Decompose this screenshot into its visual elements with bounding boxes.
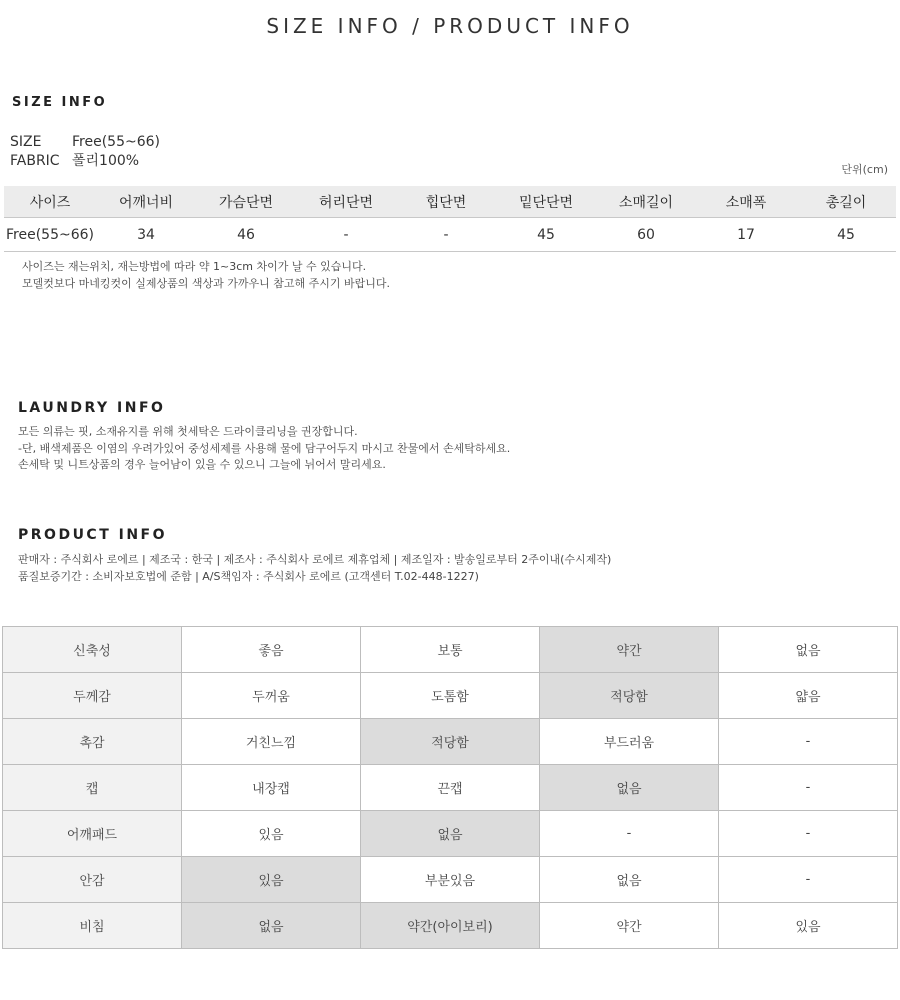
size-table-cell: 34 [96,218,196,252]
attribute-option-selected: 적당함 [540,673,719,719]
attribute-option: 있음 [719,903,898,949]
size-table-row [4,218,896,252]
size-table [4,186,896,252]
attribute-row [3,627,898,673]
attribute-option: 끈캡 [361,765,540,811]
size-table-header: 소매폭 [696,186,796,218]
attribute-row [3,673,898,719]
size-table-header-row [4,186,896,218]
size-notes [22,259,390,292]
laundry-notes [18,424,510,474]
fabric-value: 폴리100% [72,153,140,169]
attribute-option-selected: 없음 [361,811,540,857]
size-table-header: 어깨너비 [96,186,196,218]
attribute-option: 없음 [540,857,719,903]
attribute-option: 내장캡 [182,765,361,811]
product-info-heading: PRODUCT INFO [18,527,168,543]
attribute-option: - [719,719,898,765]
attribute-label: 신축성 [3,627,182,673]
attribute-option: 보통 [361,627,540,673]
product-note-line: 품질보증기간 : 소비자보호법에 준함 | A/S책임자 : 주식회사 로에르 (고객센터 T.02-448-1227) [18,569,479,583]
attribute-row [3,903,898,949]
attribute-row [3,811,898,857]
size-note-line: 모델컷보다 마네킹컷이 실제상품의 색상과 가까우니 참고해 주시기 바랍니다. [22,276,391,290]
attribute-option: 부분있음 [361,857,540,903]
size-table-cell: - [396,218,496,252]
attribute-option-selected: 없음 [540,765,719,811]
attribute-label: 캡 [3,765,182,811]
attribute-option: 있음 [182,811,361,857]
attribute-option-selected: 있음 [182,857,361,903]
size-label: SIZE [10,134,42,150]
size-table-cell: 17 [696,218,796,252]
attribute-option: 두꺼움 [182,673,361,719]
attribute-table-body [3,627,898,949]
product-note-line: 판매자 : 주식회사 로에르 | 제조국 : 한국 | 제조사 : 주식회사 로에르 제휴업체 | 제조일자 : 발송일로부터 2주이내(수시제작) [18,553,612,566]
size-table-header: 가슴단면 [196,186,296,218]
attribute-option: 부드러움 [540,719,719,765]
size-table-header: 힙단면 [396,186,496,218]
size-table-cell: - [296,218,396,252]
attribute-option: 거친느낌 [182,719,361,765]
spec-fabric-row [10,150,139,170]
laundry-info-heading: LAUNDRY INFO [18,400,166,416]
size-table-cell: 45 [796,218,896,252]
attribute-label: 어깨패드 [3,811,182,857]
attribute-row [3,857,898,903]
attribute-label: 비침 [3,903,182,949]
size-table-header: 총길이 [796,186,896,218]
size-table-header: 사이즈 [4,186,96,218]
attribute-table [2,626,898,949]
size-value: Free(55~66) [72,134,160,150]
fabric-label: FABRIC [10,153,60,169]
attribute-label: 안감 [3,857,182,903]
laundry-note-line: 손세탁 및 니트상품의 경우 늘어남이 있을 수 있으니 그늘에 뉘어서 말리세요. [18,458,386,471]
attribute-row [3,765,898,811]
attribute-option-selected: 약간 [540,627,719,673]
attribute-option: - [719,765,898,811]
size-table-header: 밑단단면 [496,186,596,218]
page-title: SIZE INFO / PRODUCT INFO [266,14,634,38]
attribute-option: 도톰함 [361,673,540,719]
size-info-heading: SIZE INFO [12,95,108,110]
spec-size-row [10,134,160,150]
attribute-label: 두께감 [3,673,182,719]
product-notes [18,552,611,585]
size-note-line: 사이즈는 재는위치, 재는방법에 따라 약 1~3cm 차이가 날 수 있습니다. [22,260,367,273]
size-table-cell: 46 [196,218,296,252]
attribute-option-selected: 적당함 [361,719,540,765]
laundry-note-line: -단, 배색제품은 이염의 우려가있어 중성세제를 사용해 물에 담구어두지 마시고 찬물에서 손세탁하세요. [18,441,511,455]
unit-label: 단위(cm) [841,163,888,176]
attribute-option-selected: 약간(아이보리) [361,903,540,949]
attribute-option: - [540,811,719,857]
laundry-note-line: 모든 의류는 핏, 소재유지를 위해 첫세탁은 드라이클리닝을 권장합니다. [18,425,358,438]
attribute-label: 촉감 [3,719,182,765]
attribute-option-selected: 없음 [182,903,361,949]
size-table-header: 허리단면 [296,186,396,218]
attribute-row [3,719,898,765]
attribute-option: 좋음 [182,627,361,673]
attribute-option: 얇음 [719,673,898,719]
attribute-option: - [719,811,898,857]
size-table-cell: 45 [496,218,596,252]
size-table-cell: Free(55~66) [4,218,96,252]
size-table-cell: 60 [596,218,696,252]
attribute-option: 약간 [540,903,719,949]
attribute-option: - [719,857,898,903]
size-table-header: 소매길이 [596,186,696,218]
attribute-option: 없음 [719,627,898,673]
